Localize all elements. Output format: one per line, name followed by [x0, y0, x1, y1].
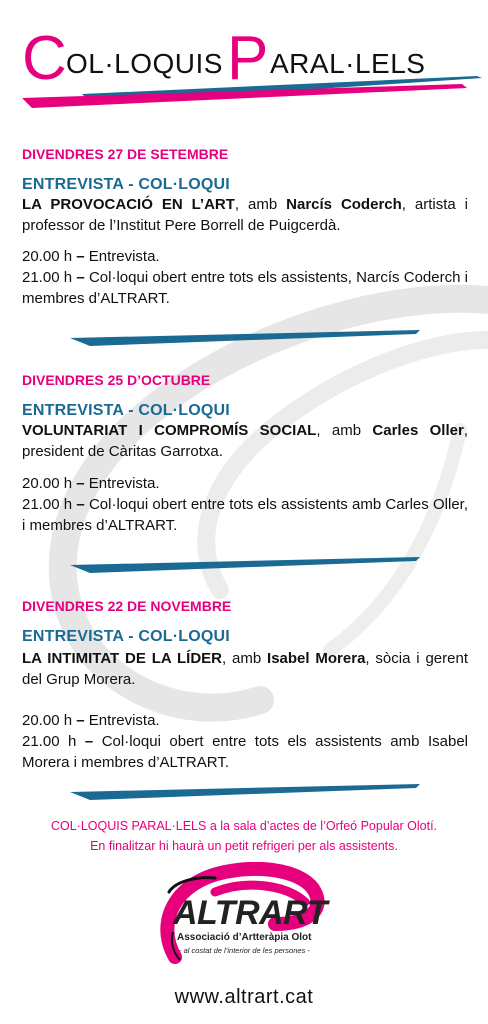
- event-schedule: [22, 473, 468, 536]
- event-guest-desc: , president de Càritas Garrotxa.: [22, 422, 468, 460]
- logo-subtitle: Associació d’Artteràpia Olot: [177, 932, 312, 943]
- schedule-text: Entrevista.: [88, 712, 160, 729]
- event-guest-desc: , sòcia i gerent del Grup Morera.: [22, 650, 468, 688]
- event-guest: Narcís Coderch: [286, 196, 402, 213]
- logo-tagline: - al costat de l’interior de les persones -: [179, 946, 310, 955]
- logo-name: ALTRART: [173, 894, 327, 932]
- event-amb: , amb: [316, 422, 362, 439]
- section-divider: [70, 330, 420, 346]
- altrart-logo: [155, 862, 330, 972]
- schedule-text: Entrevista.: [88, 475, 160, 492]
- event-amb: , amb: [222, 650, 262, 667]
- title-initial-c: C: [22, 24, 67, 93]
- schedule-time: 21.00 h: [22, 733, 77, 750]
- schedule-dash: –: [76, 269, 85, 286]
- title-initial-p: P: [227, 24, 269, 93]
- schedule-dash: –: [76, 475, 85, 492]
- event-schedule: [22, 710, 468, 773]
- schedule-text: Col·loqui obert entre tots els assistents amb Isabel Morera i membres d’ALTRART.: [22, 733, 469, 771]
- event-amb: , amb: [234, 196, 278, 213]
- schedule-time: 20.00 h: [22, 248, 73, 265]
- event-description: [22, 648, 468, 690]
- schedule-dash: –: [76, 496, 85, 513]
- footer-line-2: En finalitzar hi haurà un petit refrigeri per als assistents.: [90, 839, 398, 853]
- event-description: [22, 194, 468, 236]
- event-date: DIVENDRES 22 DE NOVEMBRE: [22, 598, 232, 614]
- title-word-parallels: ARAL·LELS: [270, 48, 426, 79]
- event-guest-desc: , artista i professor de l’Institut Pere Borrell de Puigcerdà.: [22, 196, 468, 234]
- schedule-dash: –: [76, 248, 85, 265]
- section-divider: [70, 784, 420, 800]
- event-topic: LA INTIMITAT DE LA LÍDER: [22, 650, 222, 667]
- event-schedule: [22, 246, 468, 309]
- event-guest: Isabel Morera: [267, 650, 366, 667]
- event-guest: Carles Oller: [372, 422, 464, 439]
- schedule-time: 21.00 h: [22, 496, 73, 513]
- website-link[interactable]: www.altrart.cat: [174, 986, 314, 1008]
- schedule-dash: –: [84, 733, 94, 750]
- event-topic: VOLUNTARIAT I COMPROMÍS SOCIAL: [22, 422, 317, 439]
- event-kind: ENTREVISTA - COL·LOQUI: [22, 402, 230, 419]
- title-word-colloquis: OL·LOQUIS: [66, 48, 223, 79]
- event-description: [22, 420, 468, 462]
- page-title: [22, 24, 482, 108]
- schedule-time: 21.00 h: [22, 269, 73, 286]
- event-date: DIVENDRES 27 DE SETEMBRE: [22, 146, 229, 162]
- event-date: DIVENDRES 25 D’OCTUBRE: [22, 372, 211, 388]
- schedule-text: Entrevista.: [88, 248, 160, 265]
- schedule-text: Col·loqui obert entre tots els assistents, Narcís Coderch i membres d’ALTRART.: [22, 269, 469, 307]
- footer-note: [0, 816, 488, 856]
- section-divider: [70, 557, 420, 573]
- event-topic: LA PROVOCACIÓ EN L’ART: [22, 196, 235, 213]
- schedule-time: 20.00 h: [22, 475, 73, 492]
- event-kind: ENTREVISTA - COL·LOQUI: [22, 628, 230, 645]
- schedule-text: Col·loqui obert entre tots els assistents amb Carles Oller, i membres d’ALTRART.: [22, 496, 469, 534]
- schedule-dash: –: [76, 712, 85, 729]
- schedule-time: 20.00 h: [22, 712, 73, 729]
- footer-line-1: COL·LOQUIS PARAL·LELS a la sala d’actes de l’Orfeó Popular Olotí.: [50, 819, 438, 833]
- event-kind: ENTREVISTA - COL·LOQUI: [22, 176, 230, 193]
